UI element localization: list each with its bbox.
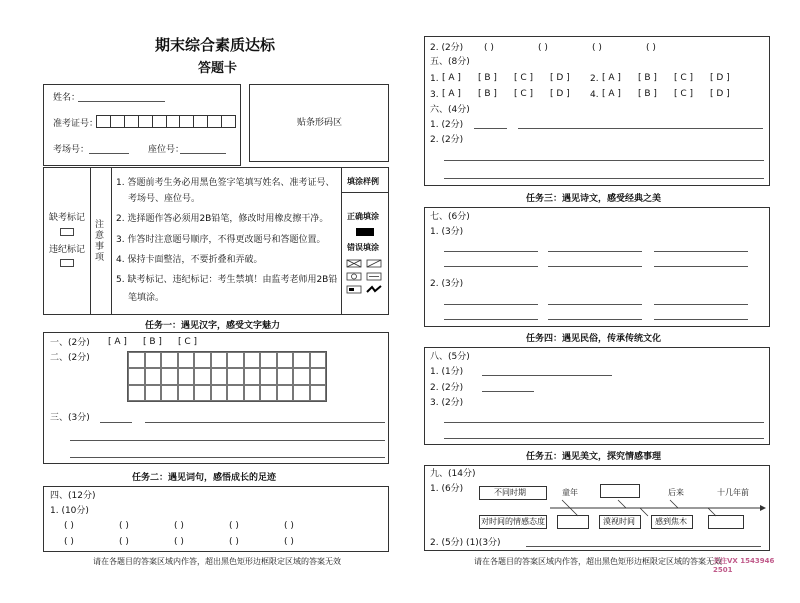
character-writing-grid[interactable] (127, 351, 327, 402)
grid-cell[interactable] (277, 385, 294, 401)
exam-room-label: 考场号： (53, 145, 90, 155)
grid-cell[interactable] (310, 352, 327, 368)
q3-answer-line[interactable] (70, 457, 385, 458)
grid-cell[interactable] (277, 368, 294, 384)
task4-heading: 任务四：遇见民俗，传承传统文化 (526, 334, 662, 344)
notice-item: 4. 保持卡面整洁，不要折叠和弄破。 (116, 255, 263, 265)
grid-cell[interactable] (145, 385, 162, 401)
grid-cell[interactable] (161, 368, 178, 384)
page-subtitle: 答题卡 (198, 61, 238, 76)
timeline-stage: 童年 (562, 488, 578, 497)
grid-cell[interactable] (293, 368, 310, 384)
mc-option-d[interactable]: [ D ] (710, 73, 730, 83)
diagram-blank-box[interactable] (600, 484, 640, 498)
grid-cell[interactable] (211, 352, 228, 368)
feeling-label: 对时间的情感态度 (481, 517, 545, 526)
timeline-stage: 后来 (668, 488, 684, 497)
diagram-blank-box[interactable] (708, 515, 744, 529)
mc-option-c[interactable]: [ C ] (514, 73, 534, 83)
grid-cell[interactable] (227, 368, 244, 384)
right-footer-note: 请在各题目的答案区域内作答，超出黑色矩形边框限定区域的答案无效 (474, 557, 722, 566)
q7-answer-line[interactable] (548, 304, 642, 305)
notice-item: 2. 选择题作答必须用2B铅笔，修改时用橡皮擦干净。 (116, 214, 329, 224)
paren-blank[interactable]: ( ) (174, 521, 184, 531)
page-title: 期末综合素质达标 (155, 36, 276, 54)
q6-answer-line[interactable] (474, 128, 507, 129)
grid-cell[interactable] (227, 385, 244, 401)
grid-cell[interactable] (128, 385, 145, 401)
q8-answer-line[interactable] (444, 422, 764, 423)
q3-answer-line[interactable] (70, 440, 385, 441)
task3-heading: 任务三：遇见诗文，感受经典之美 (526, 194, 662, 204)
grid-cell[interactable] (145, 352, 162, 368)
q2-label: 二、(2分) (50, 353, 90, 363)
mc-option-d[interactable]: [ D ] (710, 89, 730, 99)
feeling-stage: 漠视时间 (603, 517, 635, 526)
mc-option-d[interactable]: [ D ] (550, 73, 570, 83)
watermark: 关注VX 15439462501 (713, 557, 775, 574)
grid-cell[interactable] (260, 368, 277, 384)
paren-blank[interactable]: ( ) (484, 43, 494, 53)
q4-label: 四、(12分) (50, 491, 96, 501)
grid-cell[interactable] (194, 352, 211, 368)
mc-option-a[interactable]: [ A ] (602, 73, 621, 83)
violation-mark-label: 违纪标记 (49, 245, 86, 255)
absent-mark-label: 缺考标记 (49, 213, 86, 223)
q1-option-c[interactable]: [ C ] (178, 337, 198, 347)
wrong-fill-samples (346, 258, 386, 298)
q1-option-a[interactable]: [ A ] (108, 337, 127, 347)
task4-answer-box (424, 347, 770, 445)
q7-1-label: 1. (3分) (430, 227, 464, 237)
grid-cell[interactable] (244, 352, 261, 368)
grid-cell[interactable] (260, 352, 277, 368)
grid-cell[interactable] (194, 385, 211, 401)
mc-option-b[interactable]: [ B ] (478, 73, 497, 83)
q7-answer-line[interactable] (654, 319, 748, 320)
mc-number: 2. (590, 74, 599, 84)
mc-number: 3. (430, 90, 439, 100)
name-field[interactable] (78, 101, 165, 102)
q1-label: 一、(2分) (50, 338, 90, 348)
correct-fill-label: 正确填涂 (347, 212, 379, 221)
sample-heading: 填涂样例 (347, 177, 379, 186)
q3-label: 三、(3分) (50, 413, 90, 423)
seat-label: 座位号： (148, 145, 185, 155)
paren-blank[interactable]: ( ) (592, 43, 602, 53)
grid-cell[interactable] (277, 352, 294, 368)
task1-heading: 任务一：遇见汉字，感受文字魅力 (145, 321, 281, 331)
q6-label: 六、(4分) (430, 105, 470, 115)
paren-blank[interactable]: ( ) (64, 521, 74, 531)
mc-number: 1. (430, 74, 439, 84)
q7-answer-line[interactable] (444, 304, 538, 305)
exam-number-label: 准考证号： (53, 119, 99, 129)
q6-answer-line[interactable] (518, 128, 763, 129)
mc-option-a[interactable]: [ A ] (442, 73, 461, 83)
paren-blank[interactable]: ( ) (284, 521, 294, 531)
q8-1-label: 1. (1分) (430, 367, 464, 377)
q2-top-label: 2. (2分) (430, 43, 464, 53)
notice-item: 5. 缺考标记、违纪标记：考生禁填！由监考老师用2B铅 (116, 275, 338, 285)
wrong-fill-label: 错误填涂 (347, 243, 379, 252)
q7-answer-line[interactable] (444, 319, 538, 320)
mc-option-d[interactable]: [ D ] (550, 89, 570, 99)
grid-cell[interactable] (178, 368, 195, 384)
mc-option-a[interactable]: [ A ] (442, 89, 461, 99)
grid-cell[interactable] (128, 352, 145, 368)
mc-option-b[interactable]: [ B ] (478, 89, 497, 99)
grid-cell[interactable] (211, 385, 228, 401)
grid-cell[interactable] (161, 352, 178, 368)
q9-2-label: 2. (5分) (1)(3分) (430, 538, 501, 548)
name-label: 姓名： (53, 93, 81, 103)
q7-answer-line[interactable] (654, 251, 748, 252)
q5-label: 五、(8分) (430, 57, 470, 67)
q8-answer-line[interactable] (444, 438, 764, 439)
q8-2-label: 2. (2分) (430, 383, 464, 393)
grid-cell[interactable] (128, 368, 145, 384)
q6-answer-line[interactable] (444, 160, 764, 161)
mc-option-c[interactable]: [ C ] (674, 73, 694, 83)
paren-blank[interactable]: ( ) (64, 537, 74, 547)
mc-option-b[interactable]: [ B ] (638, 73, 657, 83)
q9-1-label: 1. (6分) (430, 484, 464, 494)
q8-answer-line[interactable] (482, 375, 612, 376)
q9-label: 九、(14分) (430, 469, 476, 479)
q1-option-b[interactable]: [ B ] (143, 337, 162, 347)
grid-cell[interactable] (244, 385, 261, 401)
grid-cell[interactable] (310, 368, 327, 384)
mc-option-a[interactable]: [ A ] (602, 89, 621, 99)
grid-cell[interactable] (293, 352, 310, 368)
paren-blank[interactable]: ( ) (646, 43, 656, 53)
grid-cell[interactable] (211, 368, 228, 384)
grid-cell[interactable] (178, 352, 195, 368)
q3-answer-line[interactable] (100, 422, 132, 423)
q7-answer-line[interactable] (654, 304, 748, 305)
paren-blank[interactable]: ( ) (119, 537, 129, 547)
notes-heading: 注意事项 (95, 220, 105, 263)
task5-heading: 任务五：遇见美文，探究情感事理 (526, 452, 662, 462)
q7-answer-line[interactable] (654, 266, 748, 267)
grid-cell[interactable] (178, 385, 195, 401)
q7-answer-line[interactable] (548, 319, 642, 320)
q9-answer-line[interactable] (526, 546, 761, 547)
q4-1-label: 1. (10分) (50, 506, 89, 516)
q3-answer-line[interactable] (145, 422, 385, 423)
mc-number: 4. (590, 90, 599, 100)
task2-heading: 任务二：遇见词句，感悟成长的足迹 (132, 473, 277, 483)
notice-item: 考场号、座位号。 (128, 194, 201, 204)
grid-cell[interactable] (161, 385, 178, 401)
exam-room-field[interactable] (89, 153, 129, 154)
timeline-stage: 十几年前 (717, 488, 749, 497)
q8-label: 八、(5分) (430, 352, 470, 362)
q7-2-label: 2. (3分) (430, 279, 464, 289)
correct-fill-sample (356, 228, 374, 236)
paren-blank[interactable]: ( ) (174, 537, 184, 547)
left-footer-note: 请在各题目的答案区域内作答，超出黑色矩形边框限定区域的答案无效 (93, 557, 341, 566)
barcode-label: 贴条形码区 (297, 118, 343, 128)
q6-1-label: 1. (2分) (430, 120, 464, 130)
feeling-stage: 感到焦木 (655, 517, 687, 526)
paren-blank[interactable]: ( ) (119, 521, 129, 531)
seat-field[interactable] (180, 153, 226, 154)
mc-option-c[interactable]: [ C ] (674, 89, 694, 99)
grid-cell[interactable] (145, 368, 162, 384)
paren-blank[interactable]: ( ) (284, 537, 294, 547)
q8-answer-line[interactable] (482, 391, 534, 392)
grid-cell[interactable] (227, 352, 244, 368)
grid-cell[interactable] (293, 385, 310, 401)
grid-cell[interactable] (260, 385, 277, 401)
paren-blank[interactable]: ( ) (538, 43, 548, 53)
grid-cell[interactable] (194, 368, 211, 384)
notice-item: 1. 答题前考生务必用黑色签字笔填写姓名、准考证号、 (116, 178, 335, 188)
q7-answer-line[interactable] (444, 251, 538, 252)
right-top-answer-box (424, 36, 770, 186)
q7-answer-line[interactable] (548, 251, 642, 252)
q8-3-label: 3. (2分) (430, 398, 464, 408)
paren-blank[interactable]: ( ) (229, 521, 239, 531)
exam-number-boxes[interactable] (96, 115, 236, 128)
q7-label: 七、(6分) (430, 212, 470, 222)
violation-mark-box (60, 259, 74, 267)
q7-answer-line[interactable] (444, 266, 538, 267)
mc-option-b[interactable]: [ B ] (638, 89, 657, 99)
paren-blank[interactable]: ( ) (229, 537, 239, 547)
absent-mark-box (60, 228, 74, 236)
grid-cell[interactable] (244, 368, 261, 384)
time-period-label: 不同时期 (494, 488, 526, 497)
diagram-blank-box[interactable] (557, 515, 589, 529)
notice-item: 3. 作答时注意题号顺序，不得更改题号和答题位置。 (116, 235, 326, 245)
q6-answer-line[interactable] (444, 178, 764, 179)
task3-answer-box (424, 207, 770, 327)
mc-option-c[interactable]: [ C ] (514, 89, 534, 99)
q6-2-label: 2. (2分) (430, 135, 464, 145)
q7-answer-line[interactable] (548, 266, 642, 267)
notice-item: 笔填涂。 (128, 293, 165, 303)
grid-cell[interactable] (310, 385, 327, 401)
